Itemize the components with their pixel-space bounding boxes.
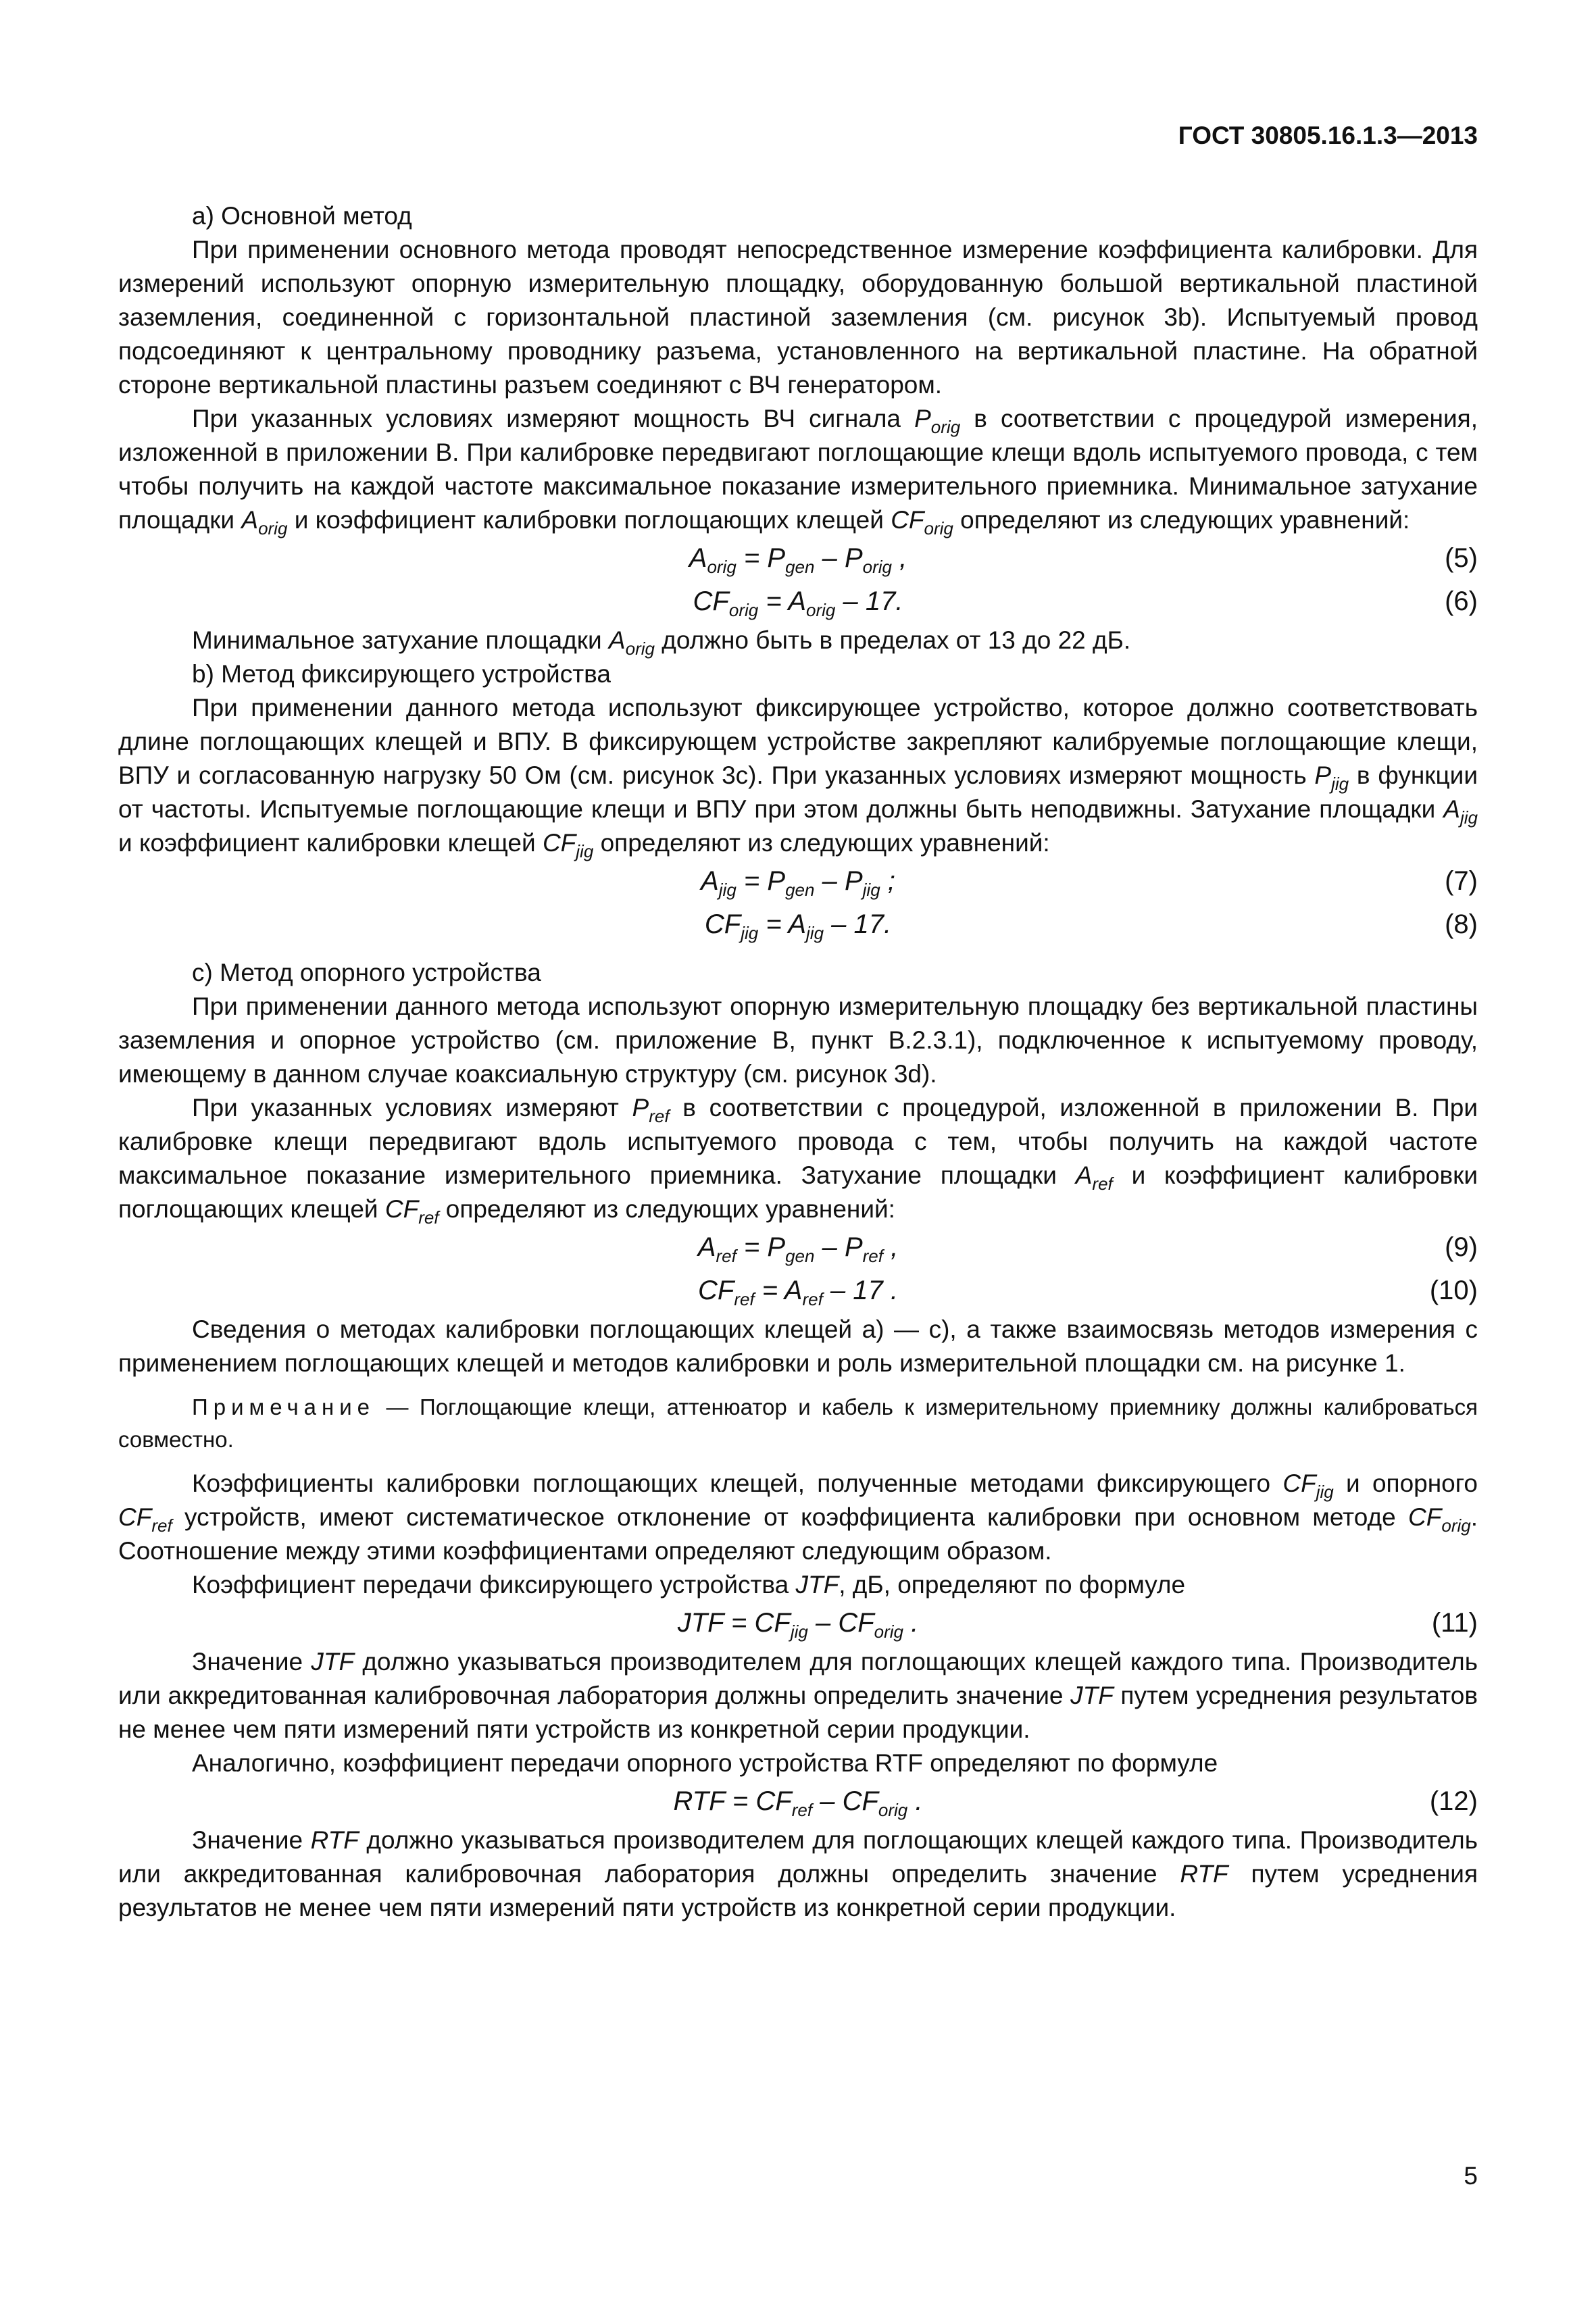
section-a-paragraph-3: Минимальное затухание площадки $A_{orig}$ должно быть в пределах от 13 до 22 дБ. — [192, 626, 1131, 659]
section-c-paragraph-3: Сведения о методах калибровки поглощающих клещей a) — c), а также взаимосвязь методов измерения с применением поглощающих клещей и методов калибровки и роль измерительной площадки см. на рисунке 1. — [118, 1315, 1478, 1377]
section-b-paragraph-1: При применении данного метода используют фиксирующее устройство, которое должно соответствовать длине поглощающих клещей и ВПУ. В фиксирующем устройстве закрепляют калибруемые поглощающие клещи, ВПУ и согласованную нагрузку 50 Ом (см. рисунок 3c). При указанных условиях измеряют мощность $P_{jig}$ в функции от частоты. Испытуемые поглощающие клещи и ВПУ при этом должны быть неподвижны. Затухание площадки $A_{jig}$ и коэффициент калибровки клещей $CF_{jig}$ определяют из следующих уравнений: — [118, 694, 1478, 861]
note-text: — Поглощающие клещи, аттенюатор и кабель к измерительному приемнику должны калиброваться совместно. — [118, 1394, 1478, 1452]
equation-11: JTF = $CF_{jig} - CF_{orig}$ . (11) — [118, 1602, 1478, 1645]
equation-6: $CF_{orig} = A_{orig} - 17$. (6) — [118, 580, 1478, 624]
section-c-paragraph-2: При указанных условиях измеряют $P_{ref}$ в соответствии с процедурой, изложенной в приложении В. При калибровке клещи передвигают вдоль испытуемого провода с тем, чтобы получить на каждой частоте максимальное показание измерительного приемника. Затухание площадки $A_{ref}$ и коэффициент калибровки поглощающих клещей $CF_{ref}$ определяют из следующих уравнений: — [118, 1094, 1478, 1228]
equation-10: $CF_{ref} = A_{ref} - 17$ . (10) — [118, 1269, 1478, 1313]
rtf-definition: Аналогично, коэффициент передачи опорного устройства RTF определяют по формуле — [192, 1749, 1218, 1777]
equation-number: (10) — [1429, 1276, 1478, 1305]
equation-9: $A_{ref} = P_{gen} - P_{ref}$ , (9) — [118, 1226, 1478, 1269]
equation-8: $CF_{jig} = A_{jig} - 17$. (8) — [118, 903, 1478, 947]
equation-number: (7) — [1445, 866, 1478, 896]
section-b-heading: b) Метод фиксирующего устройства — [192, 660, 611, 688]
equation-number: (6) — [1445, 586, 1478, 616]
section-c-heading: c) Метод опорного устройства — [192, 959, 541, 986]
page-body — [118, 199, 1478, 1925]
equation-number: (5) — [1445, 543, 1478, 573]
note-label: Примечание — [192, 1394, 376, 1419]
equation-number: (12) — [1429, 1786, 1478, 1816]
section-a-paragraph-2: При указанных условиях измеряют мощность ВЧ сигнала $P_{orig}$ в соответствии с процедурой измерения, изложенной в приложении В. При калибровке передвигают поглощающие клещи вдоль испытуемого провода, с тем чтобы получить на каждой частоте максимальное показание измерительного приемника. Минимальное затухание площадки $A_{orig}$ и коэффициент калибровки поглощающих клещей $CF_{orig}$ определяют из следующих уравнений: — [118, 405, 1478, 538]
section-a-heading: a) Основной метод — [192, 202, 412, 230]
jtf-paragraph: Значение JTF должно указываться производителем для поглощающих клещей каждого типа. Производитель или аккредитованная калибровочная лаборатория должны определить значение JTF путем усреднения результатов не менее чем пяти измерений пяти устройств из конкретной серии продукции. — [118, 1648, 1478, 1743]
note — [118, 1391, 1478, 1456]
equation-12: RTF = $CF_{ref} - CF_{orig}$ . (12) — [118, 1780, 1478, 1823]
page-number: 5 — [1464, 2162, 1478, 2190]
rtf-paragraph: Значение RTF должно указываться производителем для поглощающих клещей каждого типа. Производитель или аккредитованная калибровочная лаборатория должны определить значение RTF путем усреднения результатов не менее чем пяти измерений пяти устройств из конкретной серии продукции. — [118, 1826, 1478, 1921]
equation-number: (8) — [1445, 909, 1478, 939]
coefficients-paragraph: Коэффициенты калибровки поглощающих клещей, полученные методами фиксирующего $CF_{jig}$ и опорного $CF_{ref}$ устройств, имеют систематическое отклонение от коэффициента калибровки при основном методе $CF_{orig}$. Соотношение между этими коэффициентами определяют следующим образом. — [118, 1469, 1478, 1565]
equation-number: (9) — [1445, 1232, 1478, 1262]
jtf-definition: Коэффициент передачи фиксирующего устройства JTF, дБ, определяют по формуле — [192, 1571, 1186, 1599]
standard-number: ГОСТ 30805.16.1.3—2013 — [1178, 122, 1478, 149]
equation-5: $A_{orig} = P_{gen} - P_{orig}$ , (5) — [118, 537, 1478, 580]
section-c-paragraph-1: При применении данного метода используют опорную измерительную площадку без вертикальной пластины заземления и опорное устройство (см. приложение В, пункт В.2.3.1), подключенное к испытуемому проводу, имеющему в данном случае коаксиальную структуру (см. рисунок 3d). — [118, 992, 1478, 1088]
section-a-paragraph-1: При применении основного метода проводят непосредственное измерение коэффициента калибровки. Для измерений используют опорную измерительную площадку, оборудованную большой вертикальной пластиной заземления, соединенной с горизонтальной пластиной заземления (см. рисунок 3b). Испытуемый провод подсоединяют к центральному проводнику разъема, установленного на вертикальной пластине. На обратной стороне вертикальной пластины разъем соединяют с ВЧ генератором. — [118, 236, 1478, 399]
equation-number: (11) — [1431, 1608, 1478, 1638]
equation-7: $A_{jig} = P_{gen} - P_{jig}$ ; (7) — [118, 860, 1478, 903]
